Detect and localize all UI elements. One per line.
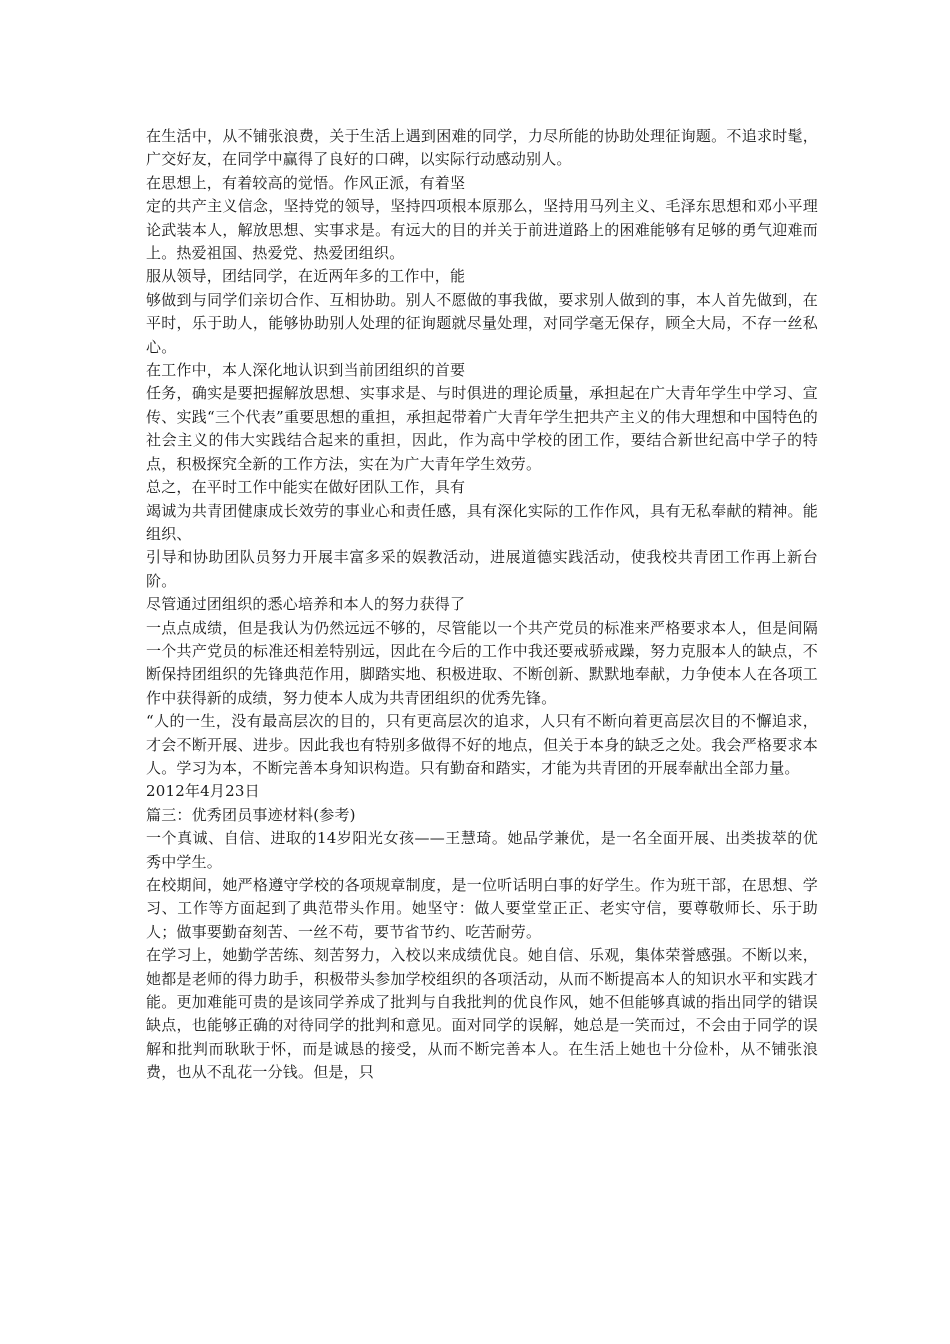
paragraph: 在校期间，她严格遵守学校的各项规章制度，是一位听话明白事的好学生。作为班干部，在思想、学习、工作等方面起到了典范带头作用。她坚守：做人要堂堂正正、老实守信，要尊敬师长、乐于助人；做事要勤奋刻苦、一丝不苟，要节省节约、吃苦耐劳。 [146,876,818,941]
paragraph: 尽管通过团组织的悉心培养和本人的努力获得了 [146,595,466,614]
paragraph: 在生活中，从不铺张浪费，关于生活上遇到困难的同学，力尽所能的协助处理征询题。不追求时髦，广交好友，在同学中赢得了良好的口碑，以实际行动感动别人。 [146,127,818,169]
paragraph: 竭诚为共青团健康成长效劳的事业心和责任感，具有深化实际的工作作风，具有无私奉献的精神。能组织、 [146,501,818,543]
paragraph: 在思想上，有着较高的觉悟。作风正派，有着坚 [146,173,466,192]
paragraph: 一点点成绩，但是我认为仍然远远不够的，尽管能以一个共产党员的标准来严格要求本人，但是间隔一个共产党员的标准还相差特别远，因此在今后的工作中我还要戒骄戒躁，努力克服本人的缺点，不断保持团组织的先锋典范作用，脚踏实地、积极进取、不断创新、默默地奉献，力争使本人在各项工作中获得新的成绩，努力使本人成为共青团组织的优秀先锋。 [146,618,818,707]
paragraph: 服从领导，团结同学，在近两年多的工作中，能 [146,267,466,286]
paragraph: 总之，在平时工作中能实在做好团队工作，具有 [146,478,466,497]
paragraph: 任务，确实是要把握解放思想、实事求是、与时俱进的理论质量，承担起在广大青年学生中学习、宣传、实践“三个代表”重要思想的重担，承担起带着广大青年学生把共产主义的伟大理想和中国特色的社会主义的伟大实践结合起来的重担，因此，作为高中学校的团工作，要结合新世纪高中学子的特点，积极探究全新的工作方法，实在为广大青年学生效劳。 [146,384,818,473]
date-line: 2012年4月23日 [146,782,260,801]
paragraph: 引导和协助团队员努力开展丰富多采的娱教活动，进展道德实践活动，使我校共青团工作再上新台阶。 [146,548,818,590]
quote-paragraph: “人的一生，没有最高层次的目的，只有更高层次的追求，人只有不断向着更高层次目的不懈追求，才会不断开展、进步。因此我也有特别多做得不好的地点，但关于本身的缺乏之处。我会严格要求本人。学习为本，不断完善本身知识构造。只有勤奋和踏实，才能为共青团的开展奉献出全部力量。 [146,712,818,777]
section-heading: 篇三：优秀团员事迹材料(参考) [146,805,356,824]
document-body [146,125,818,1085]
paragraph: 一个真诚、自信、进取的14岁阳光女孩——王慧琦。她品学兼优，是一名全面开展、出类拔萃的优秀中学生。 [146,829,818,871]
paragraph: 定的共产主义信念，坚持党的领导，坚持四项根本原那么，坚持用马列主义、毛泽东思想和邓小平理论武装本人，解放思想、实事求是。有远大的目的并关于前进道路上的困难能够有足够的勇气迎难而上。热爱祖国、热爱党、热爱团组织。 [146,197,818,263]
paragraph: 够做到与同学们亲切合作、互相协助。别人不愿做的事我做，要求别人做到的事，本人首先做到，在平时，乐于助人，能够协助别人处理的征询题就尽量处理，对同学毫无保存，顾全大局，不存一丝私心。 [146,290,818,356]
paragraph: 在学习上，她勤学苦练、刻苦努力，入校以来成绩优良。她自信、乐观，集体荣誉感强。不断以来，她都是老师的得力助手，积极带头参加学校组织的各项活动，从而不断提高本人的知识水平和实践才能。更加难能可贵的是该同学养成了批判与自我批判的优良作风，她不但能够真诚的指出同学的错误缺点，也能够正确的对待同学的批判和意见。面对同学的误解，她总是一笑而过，不会由于同学的误解和批判而耿耿于怀，而是诚恳的接受，从而不断完善本人。在生活上她也十分俭朴，从不铺张浪费，也从不乱花一分钱。但是，只 [146,946,818,1082]
paragraph: 在工作中，本人深化地认识到当前团组织的首要 [146,361,466,380]
